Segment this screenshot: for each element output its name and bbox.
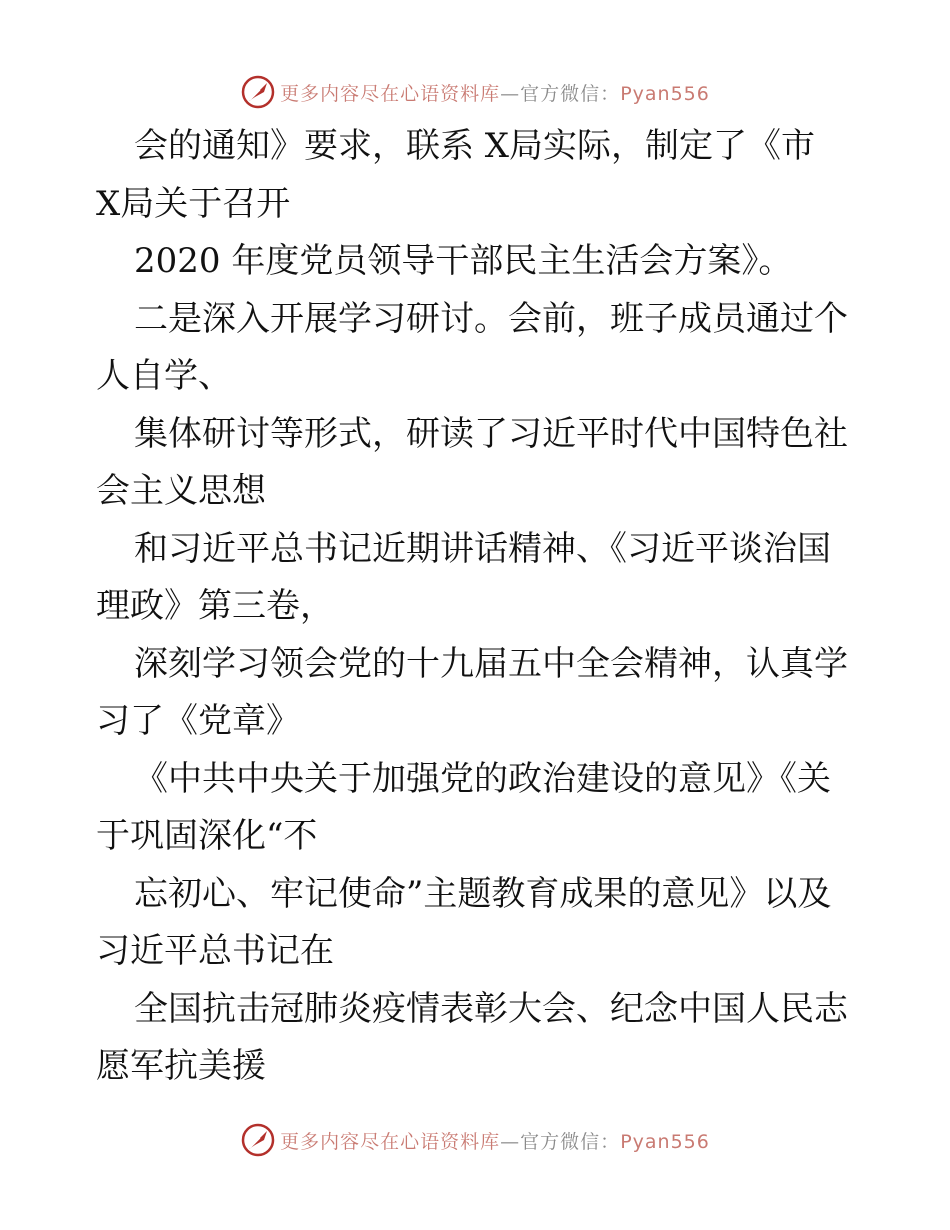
doc-line-16: 全国抗击冠肺炎疫情表彰大会、纪念中国人民志 xyxy=(134,988,848,1029)
doc-line-5: 人自学、 xyxy=(96,356,232,396)
footer-banner-main: 更多内容尽在心语资料库 xyxy=(280,1130,501,1153)
header-banner-contact: Pyan556 xyxy=(620,82,710,105)
doc-line-9: 理政》第三卷， xyxy=(96,586,334,626)
quill-logo-icon xyxy=(240,74,276,110)
doc-line-14: 忘初心、牢记使命”主题教育成果的意见》以及 xyxy=(134,873,832,914)
footer-banner xyxy=(0,1120,950,1160)
footer-banner-contact: Pyan556 xyxy=(620,1130,710,1153)
header-banner-dash: — xyxy=(500,82,521,105)
header-banner xyxy=(0,72,950,112)
header-banner-text xyxy=(280,79,710,106)
doc-line-10: 深刻学习领会党的十九届五中全会精神，认真学 xyxy=(134,643,848,684)
doc-line-4: 二是深入开展学习研讨。会前，班子成员通过个 xyxy=(134,298,848,339)
header-banner-official: 官方微信： xyxy=(520,82,621,105)
footer-banner-official: 官方微信： xyxy=(520,1130,621,1153)
doc-line-2: X局关于召开 xyxy=(96,183,291,224)
footer-banner-dash: — xyxy=(500,1130,521,1153)
quill-logo-icon xyxy=(240,1122,276,1158)
header-banner-main: 更多内容尽在心语资料库 xyxy=(280,82,501,105)
doc-line-1: 会的通知》要求，联系 X局实际，制定了《市 xyxy=(134,126,816,166)
document-body xyxy=(96,118,856,1096)
doc-line-6: 集体研讨等形式，研读了习近平时代中国特色社 xyxy=(134,413,848,454)
doc-line-12: 《中共中央关于加强党的政治建设的意见》《关 xyxy=(134,758,831,799)
doc-line-8: 和习近平总书记近期讲话精神、《习近平谈治国 xyxy=(134,528,831,569)
footer-banner-text xyxy=(280,1127,710,1154)
doc-line-7: 会主义思想 xyxy=(96,471,266,511)
doc-line-11: 习了《党章》 xyxy=(96,701,300,741)
doc-line-15: 习近平总书记在 xyxy=(96,931,334,971)
doc-line-17: 愿军抗美援 xyxy=(96,1046,266,1086)
doc-line-13: 于巩固深化“不 xyxy=(96,816,318,856)
doc-line-3: 2020 年度党员领导干部民主生活会方案》。 xyxy=(134,241,793,281)
